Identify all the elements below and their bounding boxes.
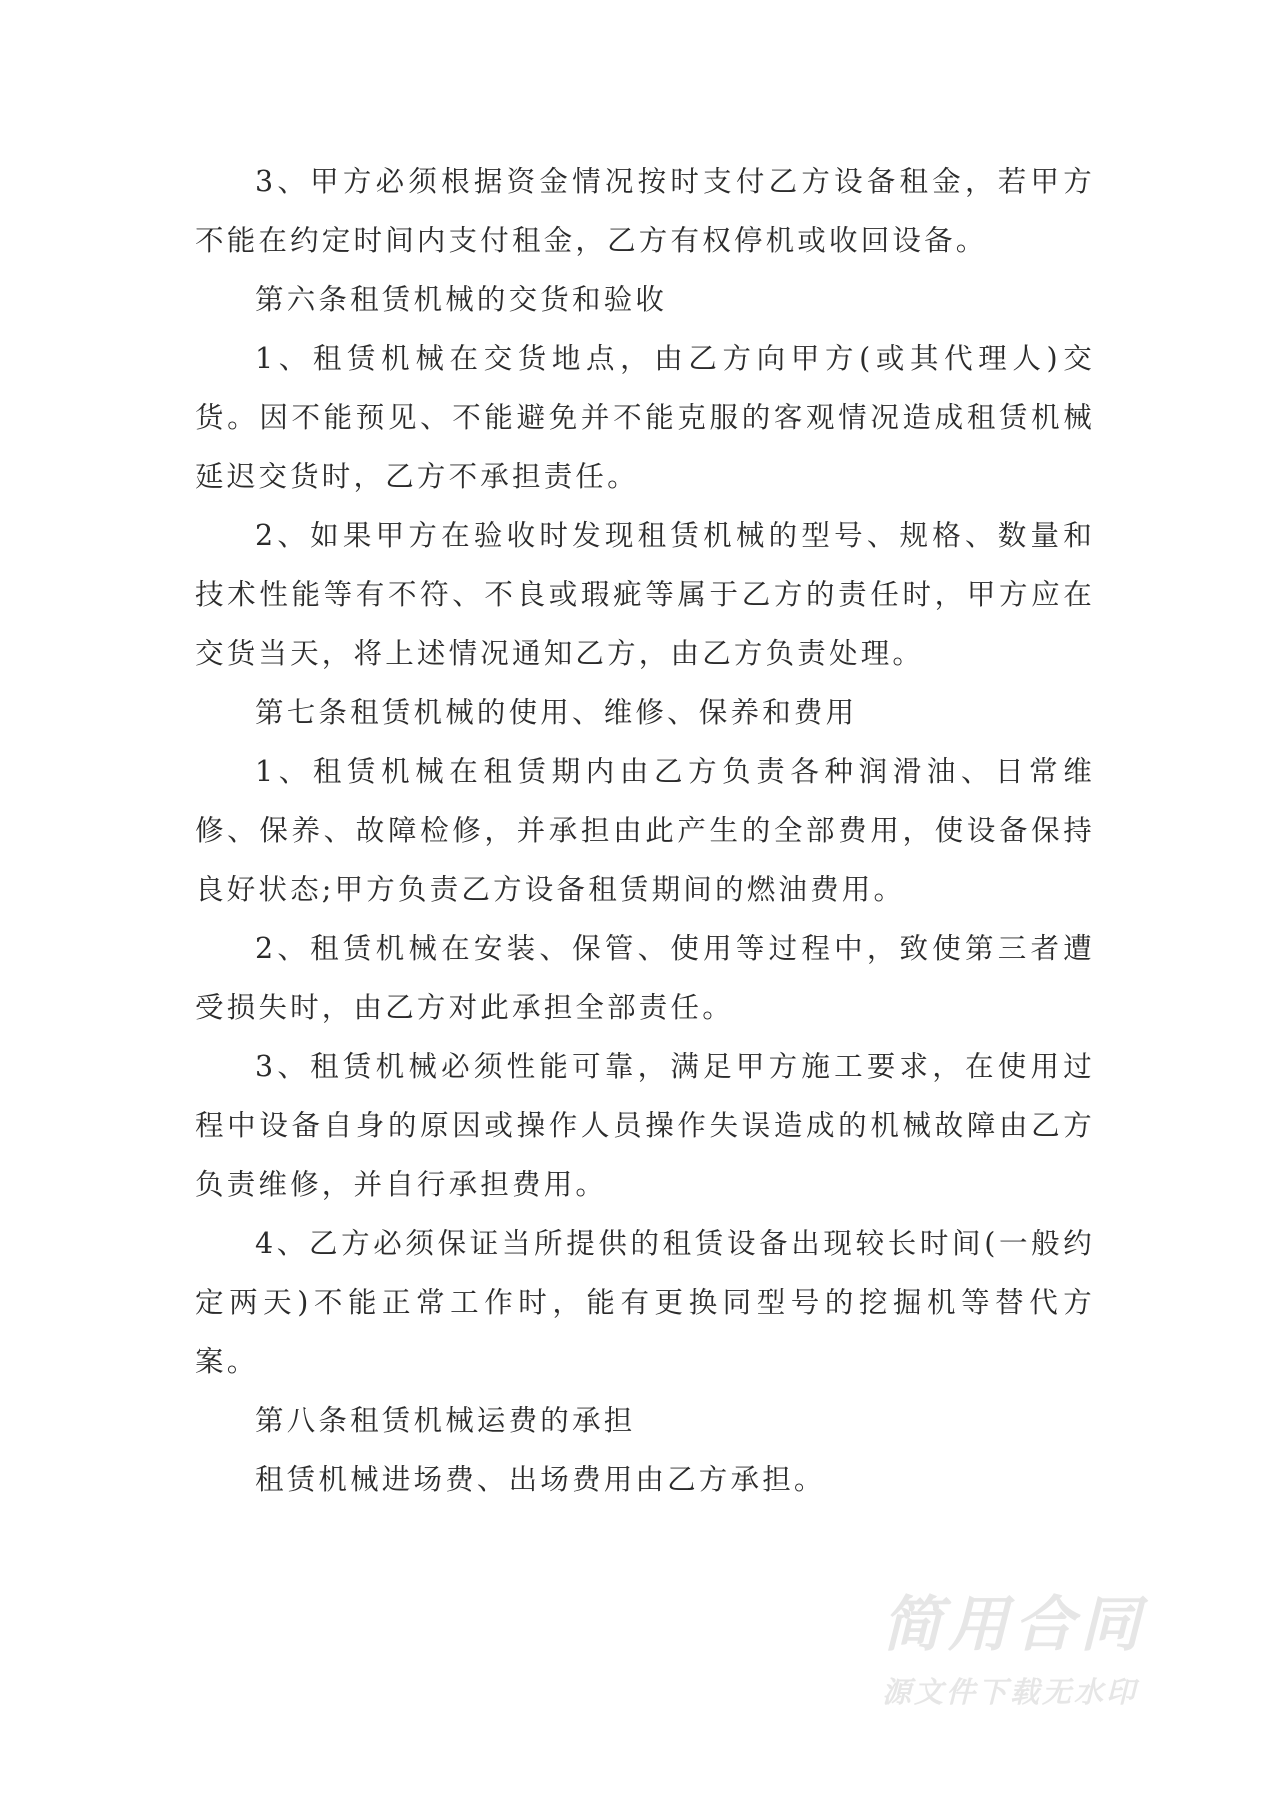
paragraph-clause-7-item-4: 4、乙方必须保证当所提供的租赁设备出现较长时间(一般约定两天)不能正常工作时，能有更换同型号的挖掘机等替代方案。 <box>195 1227 1095 1378</box>
paragraph-clause-7-item-3: 3、租赁机械必须性能可靠，满足甲方施工要求，在使用过程中设备自身的原因或操作人员操作失误造成的机械故障由乙方负责维修，并自行承担费用。 <box>195 1050 1095 1201</box>
watermark <box>882 1590 1182 1712</box>
paragraph-clause-8-body: 租赁机械进场费、出场费用由乙方承担。 <box>255 1463 826 1496</box>
section-heading-article-6: 第六条租赁机械的交货和验收 <box>255 283 668 316</box>
paragraph-clause-5-item-3: 3、甲方必须根据资金情况按时支付乙方设备租金，若甲方不能在约定时间内支付租金，乙方有权停机或收回设备。 <box>195 165 1095 257</box>
section-heading-article-8: 第八条租赁机械运费的承担 <box>255 1404 636 1437</box>
section-heading-article-7: 第七条租赁机械的使用、维修、保养和费用 <box>255 696 858 729</box>
paragraph-clause-7-item-1: 1、租赁机械在租赁期内由乙方负责各种润滑油、日常维修、保养、故障检修，并承担由此产生的全部费用，使设备保持良好状态;甲方负责乙方设备租赁期间的燃油费用。 <box>195 755 1095 906</box>
watermark-subtitle: 源文件下载无水印 <box>882 1675 1139 1709</box>
watermark-title: 简用合同 <box>882 1590 1146 1660</box>
paragraph-clause-7-item-2: 2、租赁机械在安装、保管、使用等过程中，致使第三者遭受损失时，由乙方对此承担全部责任。 <box>195 932 1095 1024</box>
paragraph-clause-6-item-1: 1、租赁机械在交货地点，由乙方向甲方(或其代理人)交货。因不能预见、不能避免并不能克服的客观情况造成租赁机械延迟交货时，乙方不承担责任。 <box>195 342 1095 493</box>
paragraph-clause-6-item-2: 2、如果甲方在验收时发现租赁机械的型号、规格、数量和技术性能等有不符、不良或瑕疵等属于乙方的责任时，甲方应在交货当天，将上述情况通知乙方，由乙方负责处理。 <box>195 519 1095 670</box>
document-page <box>195 152 1095 1509</box>
